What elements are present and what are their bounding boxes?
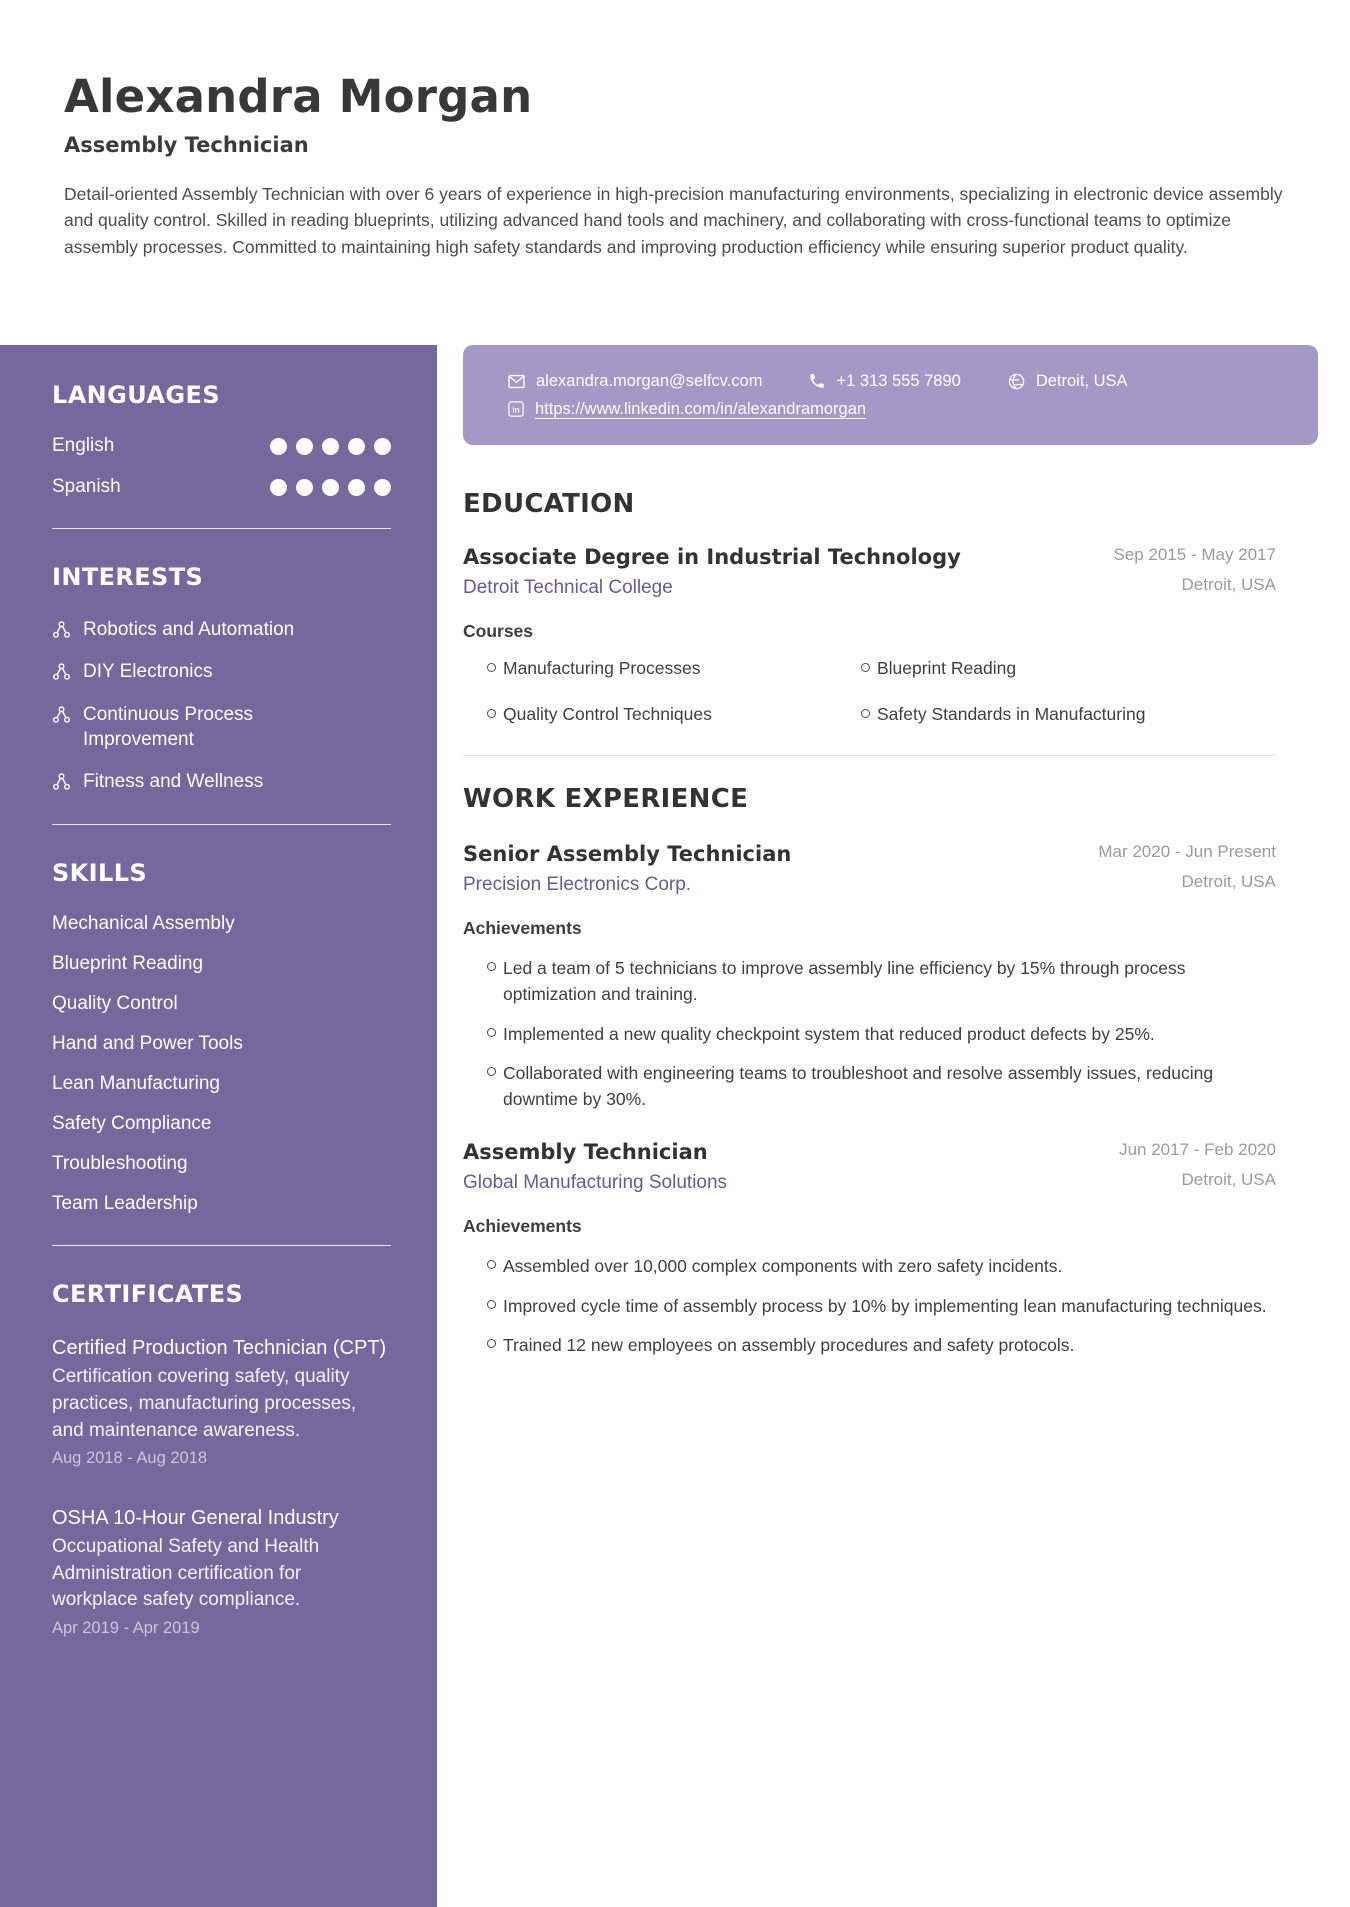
globe-icon [1007, 372, 1026, 391]
experience-location: Detroit, USA [1181, 872, 1276, 891]
work-experience-section [463, 784, 1318, 1358]
certificates-section [52, 1280, 391, 1638]
profile-summary: Detail-oriented Assembly Technician with over 6 years of experience in high-precision manufacturing environments, specializing in electronic device assembly and quality control. Skilled in reading blueprints, utilizing advanced hand tools and machinery, and collaborating with cross-functional teams to optimize assembly processes. Committed to maintaining high safety standards and improving production efficiency while ensuring superior product quality. [64, 184, 1283, 257]
languages-section [52, 381, 391, 498]
certificate-title: Certified Production Technician (CPT) [52, 1337, 387, 1360]
achievement-item: Led a team of 5 technicians to improve assembly line efficiency by 15% through process optimization and training. [463, 955, 1276, 1008]
certificate-dates: Apr 2019 - Apr 2019 [52, 1618, 200, 1637]
degree-title: Associate Degree in Industrial Technology [463, 545, 961, 569]
certificate-title: OSHA 10-Hour General Industry [52, 1507, 339, 1530]
education-dates: Sep 2015 - May 2017 [1113, 545, 1276, 564]
language-level-dot [296, 438, 313, 455]
achievement-item: Implemented a new quality checkpoint system that reduced product defects by 25%. [463, 1021, 1276, 1047]
contact-location [1007, 372, 1128, 391]
certificate-dates: Aug 2018 - Aug 2018 [52, 1449, 208, 1468]
achievements-list [463, 955, 1276, 1112]
education-entry-head [463, 545, 1276, 599]
role-title: Assembly Technician [463, 1140, 708, 1165]
experience-dates: Jun 2017 - Feb 2020 [1119, 1140, 1276, 1160]
sidebar-divider [52, 1245, 391, 1246]
achievement-item: Collaborated with engineering teams to troubleshoot and resolve assembly issues, reducing downtime by 30%. [463, 1060, 1276, 1113]
company-name: Precision Electronics Corp. [463, 874, 692, 895]
language-name: English [52, 435, 115, 456]
achievements-label: Achievements [463, 1216, 582, 1237]
network-nodes-icon [52, 772, 71, 791]
achievements-list [463, 1253, 1276, 1358]
language-row [52, 476, 391, 498]
interests-heading: INTERESTS [52, 563, 204, 591]
contact-email [507, 372, 762, 391]
language-name: Spanish [52, 476, 121, 497]
language-row [52, 435, 391, 457]
network-nodes-icon [52, 705, 71, 724]
email-icon [507, 372, 526, 391]
certificate-item [52, 1334, 391, 1468]
certificates-heading: CERTIFICATES [52, 1280, 244, 1309]
school-name: Detroit Technical College [463, 577, 673, 598]
role-title: Senior Assembly Technician [463, 842, 792, 866]
linkedin-link[interactable]: https://www.linkedin.com/in/alexandramorgan [535, 399, 867, 418]
interests-section [52, 563, 391, 794]
interest-item [52, 769, 391, 794]
experience-entry [463, 1140, 1276, 1358]
achievement-item: Assembled over 10,000 complex components with zero safety incidents. [463, 1253, 1276, 1279]
language-level-dots [270, 438, 391, 455]
body-columns [0, 345, 1350, 1907]
skill-item: Troubleshooting [52, 1153, 188, 1175]
skills-list [52, 913, 391, 1215]
education-entry-right [1113, 545, 1276, 595]
contact-row-1 [507, 372, 1318, 391]
contact-email-text: alexandra.morgan@selfcv.com [536, 371, 763, 390]
work-experience-heading: WORK EXPERIENCE [463, 784, 749, 814]
header [0, 0, 1350, 345]
interest-label: Robotics and Automation [83, 619, 295, 640]
experience-entry-right [1098, 842, 1276, 892]
course-item: Blueprint Reading [837, 658, 1276, 679]
education-entry-left [463, 545, 961, 599]
languages-heading: LANGUAGES [52, 381, 220, 409]
language-level-dot [374, 438, 391, 455]
skills-heading: SKILLS [52, 859, 148, 888]
skill-item: Hand and Power Tools [52, 1033, 243, 1055]
language-level-dot [374, 479, 391, 496]
language-level-dot [296, 479, 313, 496]
experience-entry [463, 842, 1276, 1112]
linkedin-icon [507, 400, 525, 418]
person-name: Alexandra Morgan [64, 70, 533, 123]
certificates-list [52, 1334, 391, 1638]
achievements-label: Achievements [463, 918, 582, 938]
network-nodes-icon [52, 662, 71, 681]
skill-item: Team Leadership [52, 1193, 198, 1215]
courses-label: Courses [463, 621, 534, 641]
skill-item: Blueprint Reading [52, 953, 204, 975]
main-column [437, 345, 1350, 1907]
languages-list [52, 435, 391, 498]
person-job-title: Assembly Technician [64, 133, 309, 157]
experience-entry-left [463, 1140, 727, 1194]
certificate-description: Certification covering safety, quality practices, manufacturing processes, and maintenance awareness. [52, 1366, 357, 1441]
interest-label: Fitness and Wellness [83, 771, 264, 793]
sidebar [0, 345, 437, 1907]
experience-entry-head [463, 1140, 1276, 1194]
language-level-dot [348, 438, 365, 455]
skill-item: Mechanical Assembly [52, 913, 235, 935]
language-level-dot [322, 479, 339, 496]
contact-phone-text: +1 313 555 7890 [836, 371, 961, 390]
education-location: Detroit, USA [1181, 575, 1276, 594]
language-level-dot [270, 479, 287, 496]
interest-label: DIY Electronics [83, 661, 213, 683]
interest-item [52, 617, 391, 642]
experience-entries [463, 842, 1276, 1358]
certificate-description: Occupational Safety and Health Administration certification for workplace safety compliance. [52, 1536, 320, 1611]
achievement-item: Improved cycle time of assembly process by 10% by implementing lean manufacturing techniques. [463, 1293, 1276, 1319]
skill-item: Lean Manufacturing [52, 1073, 220, 1095]
education-heading: EDUCATION [463, 489, 635, 519]
course-item: Quality Control Techniques [463, 704, 837, 725]
section-divider [463, 755, 1276, 756]
skills-section [52, 859, 391, 1215]
course-item: Safety Standards in Manufacturing [837, 704, 1276, 725]
courses-list [463, 658, 1276, 725]
language-level-dot [348, 479, 365, 496]
phone-icon [808, 372, 826, 390]
contact-linkedin [507, 400, 866, 419]
network-nodes-icon [52, 620, 71, 639]
course-item: Manufacturing Processes [463, 658, 837, 679]
interests-list [52, 617, 391, 794]
interest-item [52, 702, 391, 753]
experience-entry-right [1119, 1140, 1276, 1190]
sidebar-divider [52, 528, 391, 529]
company-name: Global Manufacturing Solutions [463, 1172, 728, 1194]
sidebar-divider [52, 824, 391, 825]
education-section [463, 489, 1318, 725]
interest-label: Continuous Process Improvement [83, 703, 254, 750]
interest-item [52, 659, 391, 684]
experience-dates: Mar 2020 - Jun Present [1098, 842, 1276, 861]
contact-location-text: Detroit, USA [1035, 371, 1128, 390]
certificate-item [52, 1504, 391, 1638]
contact-card [463, 345, 1318, 445]
experience-entry-head [463, 842, 1276, 896]
experience-entry-left [463, 842, 791, 896]
skill-item: Quality Control [52, 993, 178, 1015]
experience-location: Detroit, USA [1181, 1170, 1276, 1190]
language-level-dot [322, 438, 339, 455]
language-level-dots [270, 479, 391, 496]
education-entries [463, 545, 1276, 725]
education-entry [463, 545, 1276, 725]
svg-text:in: in [512, 405, 520, 415]
contact-row-2 [507, 400, 1318, 419]
achievement-item: Trained 12 new employees on assembly procedures and safety protocols. [463, 1332, 1276, 1358]
language-level-dot [270, 438, 287, 455]
skill-item: Safety Compliance [52, 1113, 212, 1135]
contact-phone [808, 372, 960, 391]
